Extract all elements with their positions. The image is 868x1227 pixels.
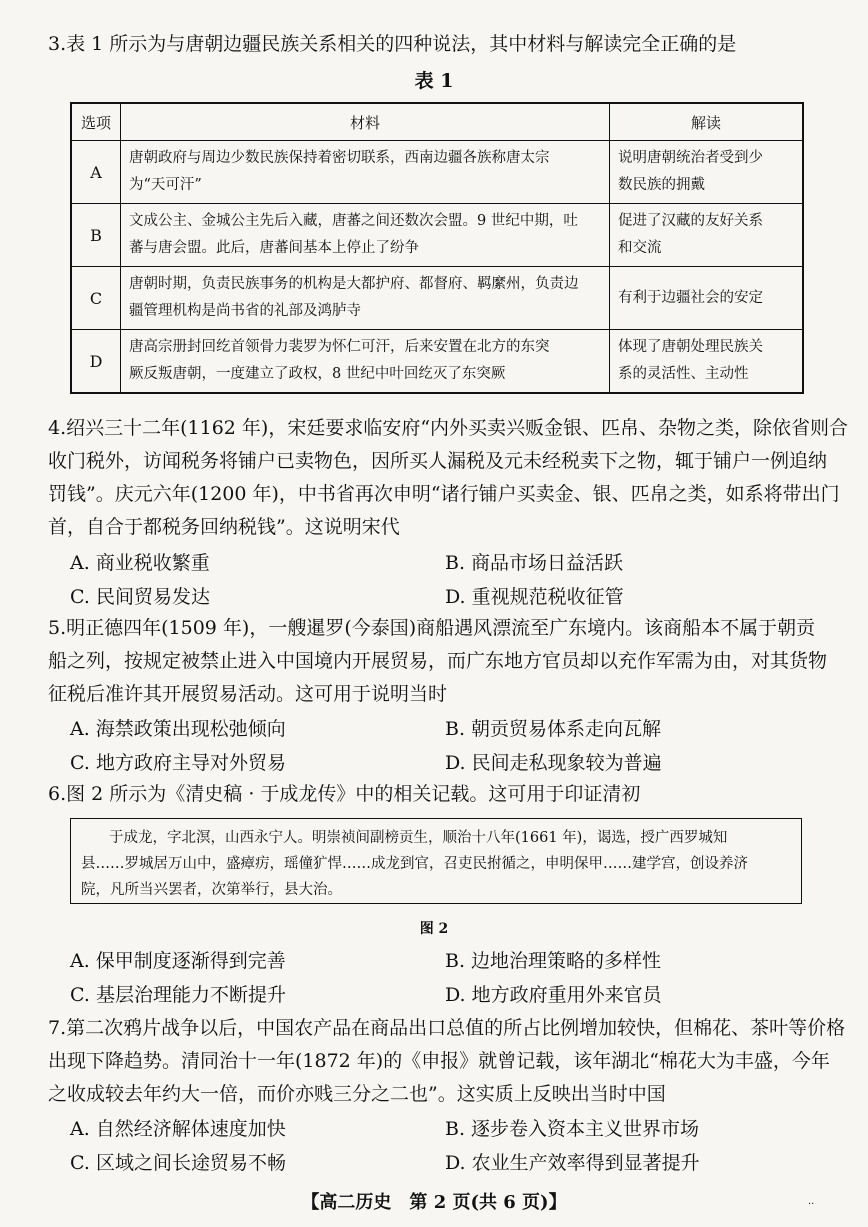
option-b[interactable]: B. 边地治理策略的多样性	[445, 949, 662, 972]
row-reading	[610, 330, 804, 394]
row-reading	[610, 204, 804, 267]
q5-stem-line: 征税后准许其开展贸易活动。这可用于说明当时	[48, 683, 448, 705]
question-7-stem	[48, 1012, 846, 1111]
option-d[interactable]: D. 地方政府重用外来官员	[445, 983, 662, 1006]
question-6-options	[70, 942, 828, 1010]
figure-2-excerpt	[70, 818, 802, 904]
q5-stem-line: 船之列，按规定被禁止进入中国境内开展贸易，而广东地方官员却以充作军需为由，对其货物	[48, 650, 828, 672]
table-1	[70, 102, 804, 394]
material-line: 疆管理机构是尚书省的礼部及鸿胪寺	[129, 303, 361, 319]
table-row	[71, 267, 803, 330]
option-b[interactable]: B. 逐步卷入资本主义世界市场	[445, 1117, 700, 1140]
question-3-stem	[48, 28, 828, 61]
reading-line: 体现了唐朝处理民族关	[618, 339, 763, 355]
option-a[interactable]: A. 保甲制度逐渐得到完善	[70, 949, 286, 972]
reading-line: 说明唐朝统治者受到少	[618, 150, 763, 166]
material-line: 唐朝时期，负责民族事务的机构是大都护府、都督府、羁縻州，负责边	[129, 276, 579, 292]
q5-stem-line: 5.明正德四年(1509 年)，一艘暹罗(今泰国)商船遇风漂流至广东境内。该商船本不属于朝贡	[48, 617, 816, 639]
question-4-options	[70, 544, 828, 612]
q4-stem-line: 收门税外，访闻税务将铺户已卖物色，因所买人漏税及元未经税卖下之物，辄于铺户一例追纳	[48, 450, 828, 472]
q3-stem-text: 3.表 1 所示为与唐朝边疆民族关系相关的四种说法，其中材料与解读完全正确的是	[48, 33, 737, 55]
option-d[interactable]: D. 民间走私现象较为普遍	[445, 751, 662, 774]
option-a[interactable]: A. 商业税收繁重	[70, 551, 210, 574]
table-1-caption: 表 1	[414, 70, 454, 92]
row-option: A	[71, 141, 121, 204]
material-line: 厥反叛唐朝，一度建立了政权，8 世纪中叶回纥灭了东突厥	[129, 366, 506, 382]
excerpt-line: 院，凡所当兴罢者，次第举行，县大治。	[81, 882, 342, 898]
table-row	[71, 204, 803, 267]
row-material	[121, 141, 610, 204]
reading-line: 数民族的拥戴	[618, 177, 705, 193]
table-row	[71, 141, 803, 204]
page-footer: 【高二历史 第 2 页(共 6 页)】	[301, 1192, 567, 1213]
excerpt-line: 县……罗城居万山中，盛瘴疠，瑶僮犷悍……成龙到官，召吏民拊循之，申明保甲……建学宫，创设养济	[81, 856, 748, 872]
excerpt-line: 于成龙，字北溟，山西永宁人。明崇祯间副榜贡生，顺治十八年(1661 年)，谒选，授广西罗城知	[109, 830, 728, 846]
row-reading	[610, 267, 804, 330]
table-header-row	[71, 103, 803, 141]
option-a[interactable]: A. 自然经济解体速度加快	[70, 1117, 286, 1140]
question-4-stem	[48, 412, 849, 544]
option-c[interactable]: C. 基层治理能力不断提升	[70, 983, 286, 1006]
q7-stem-line: 之收成较去年约大一倍，而价亦贱三分之二也”。这实质上反映出当时中国	[48, 1083, 666, 1105]
option-a[interactable]: A. 海禁政策出现松弛倾向	[70, 717, 286, 740]
header-option: 选项	[71, 103, 121, 141]
material-line: 为“天可汗”	[129, 177, 202, 193]
question-6-stem	[48, 778, 828, 811]
header-reading: 解读	[610, 103, 804, 141]
option-c[interactable]: C. 地方政府主导对外贸易	[70, 751, 286, 774]
q4-stem-line: 首，自合于都税务回纳税钱”。这说明宋代	[48, 516, 400, 538]
row-material	[121, 204, 610, 267]
option-c[interactable]: C. 区域之间长途贸易不畅	[70, 1151, 286, 1174]
q6-stem-line: 6.图 2 所示为《清史稿 · 于成龙传》中的相关记载。这可用于印证清初	[48, 783, 641, 805]
question-7-options	[70, 1110, 828, 1178]
table-row	[71, 330, 803, 394]
reading-line: 系的灵活性、主动性	[618, 366, 749, 382]
q7-stem-line: 出现下降趋势。清同治十一年(1872 年)的《申报》就曾记载，该年湖北“棉花大为丰盛，今年	[48, 1050, 830, 1072]
header-material: 材料	[121, 103, 610, 141]
corner-mark: ..	[808, 1196, 815, 1207]
material-line: 蕃与唐会盟。此后，唐蕃间基本上停止了纷争	[129, 240, 419, 256]
row-reading	[610, 141, 804, 204]
row-material	[121, 330, 610, 394]
q4-stem-line: 罚钱”。庆元六年(1200 年)，中书省再次申明“诸行铺户买卖金、银、匹帛之类，如系将带出门	[48, 483, 840, 505]
material-line: 唐朝政府与周边少数民族保持着密切联系，西南边疆各族称唐太宗	[129, 150, 550, 166]
reading-line: 有利于边疆社会的安定	[618, 289, 763, 306]
question-5-options	[70, 710, 828, 778]
figure-2-caption: 图 2	[419, 921, 449, 937]
option-b[interactable]: B. 商品市场日益活跃	[445, 551, 624, 574]
material-line: 唐高宗册封回纥首领骨力裴罗为怀仁可汗，后来安置在北方的东突	[129, 339, 550, 355]
option-d[interactable]: D. 农业生产效率得到显著提升	[445, 1151, 700, 1174]
row-option: D	[71, 330, 121, 394]
reading-line: 和交流	[618, 240, 662, 256]
row-option: B	[71, 204, 121, 267]
row-material	[121, 267, 610, 330]
material-line: 文成公主、金城公主先后入藏，唐蕃之间还数次会盟。9 世纪中期，吐	[129, 213, 578, 229]
q7-stem-line: 7.第二次鸦片战争以后，中国农产品在商品出口总值的所占比例增加较快，但棉花、茶叶等价格	[48, 1017, 846, 1039]
reading-line: 促进了汉藏的友好关系	[618, 213, 763, 229]
option-b[interactable]: B. 朝贡贸易体系走向瓦解	[445, 717, 662, 740]
option-c[interactable]: C. 民间贸易发达	[70, 585, 210, 608]
option-d[interactable]: D. 重视规范税收征管	[445, 585, 624, 608]
question-5-stem	[48, 612, 828, 711]
row-option: C	[71, 267, 121, 330]
q4-stem-line: 4.绍兴三十二年(1162 年)，宋廷要求临安府“内外买卖兴贩金银、匹帛、杂物之类，除依省则合	[48, 417, 849, 439]
